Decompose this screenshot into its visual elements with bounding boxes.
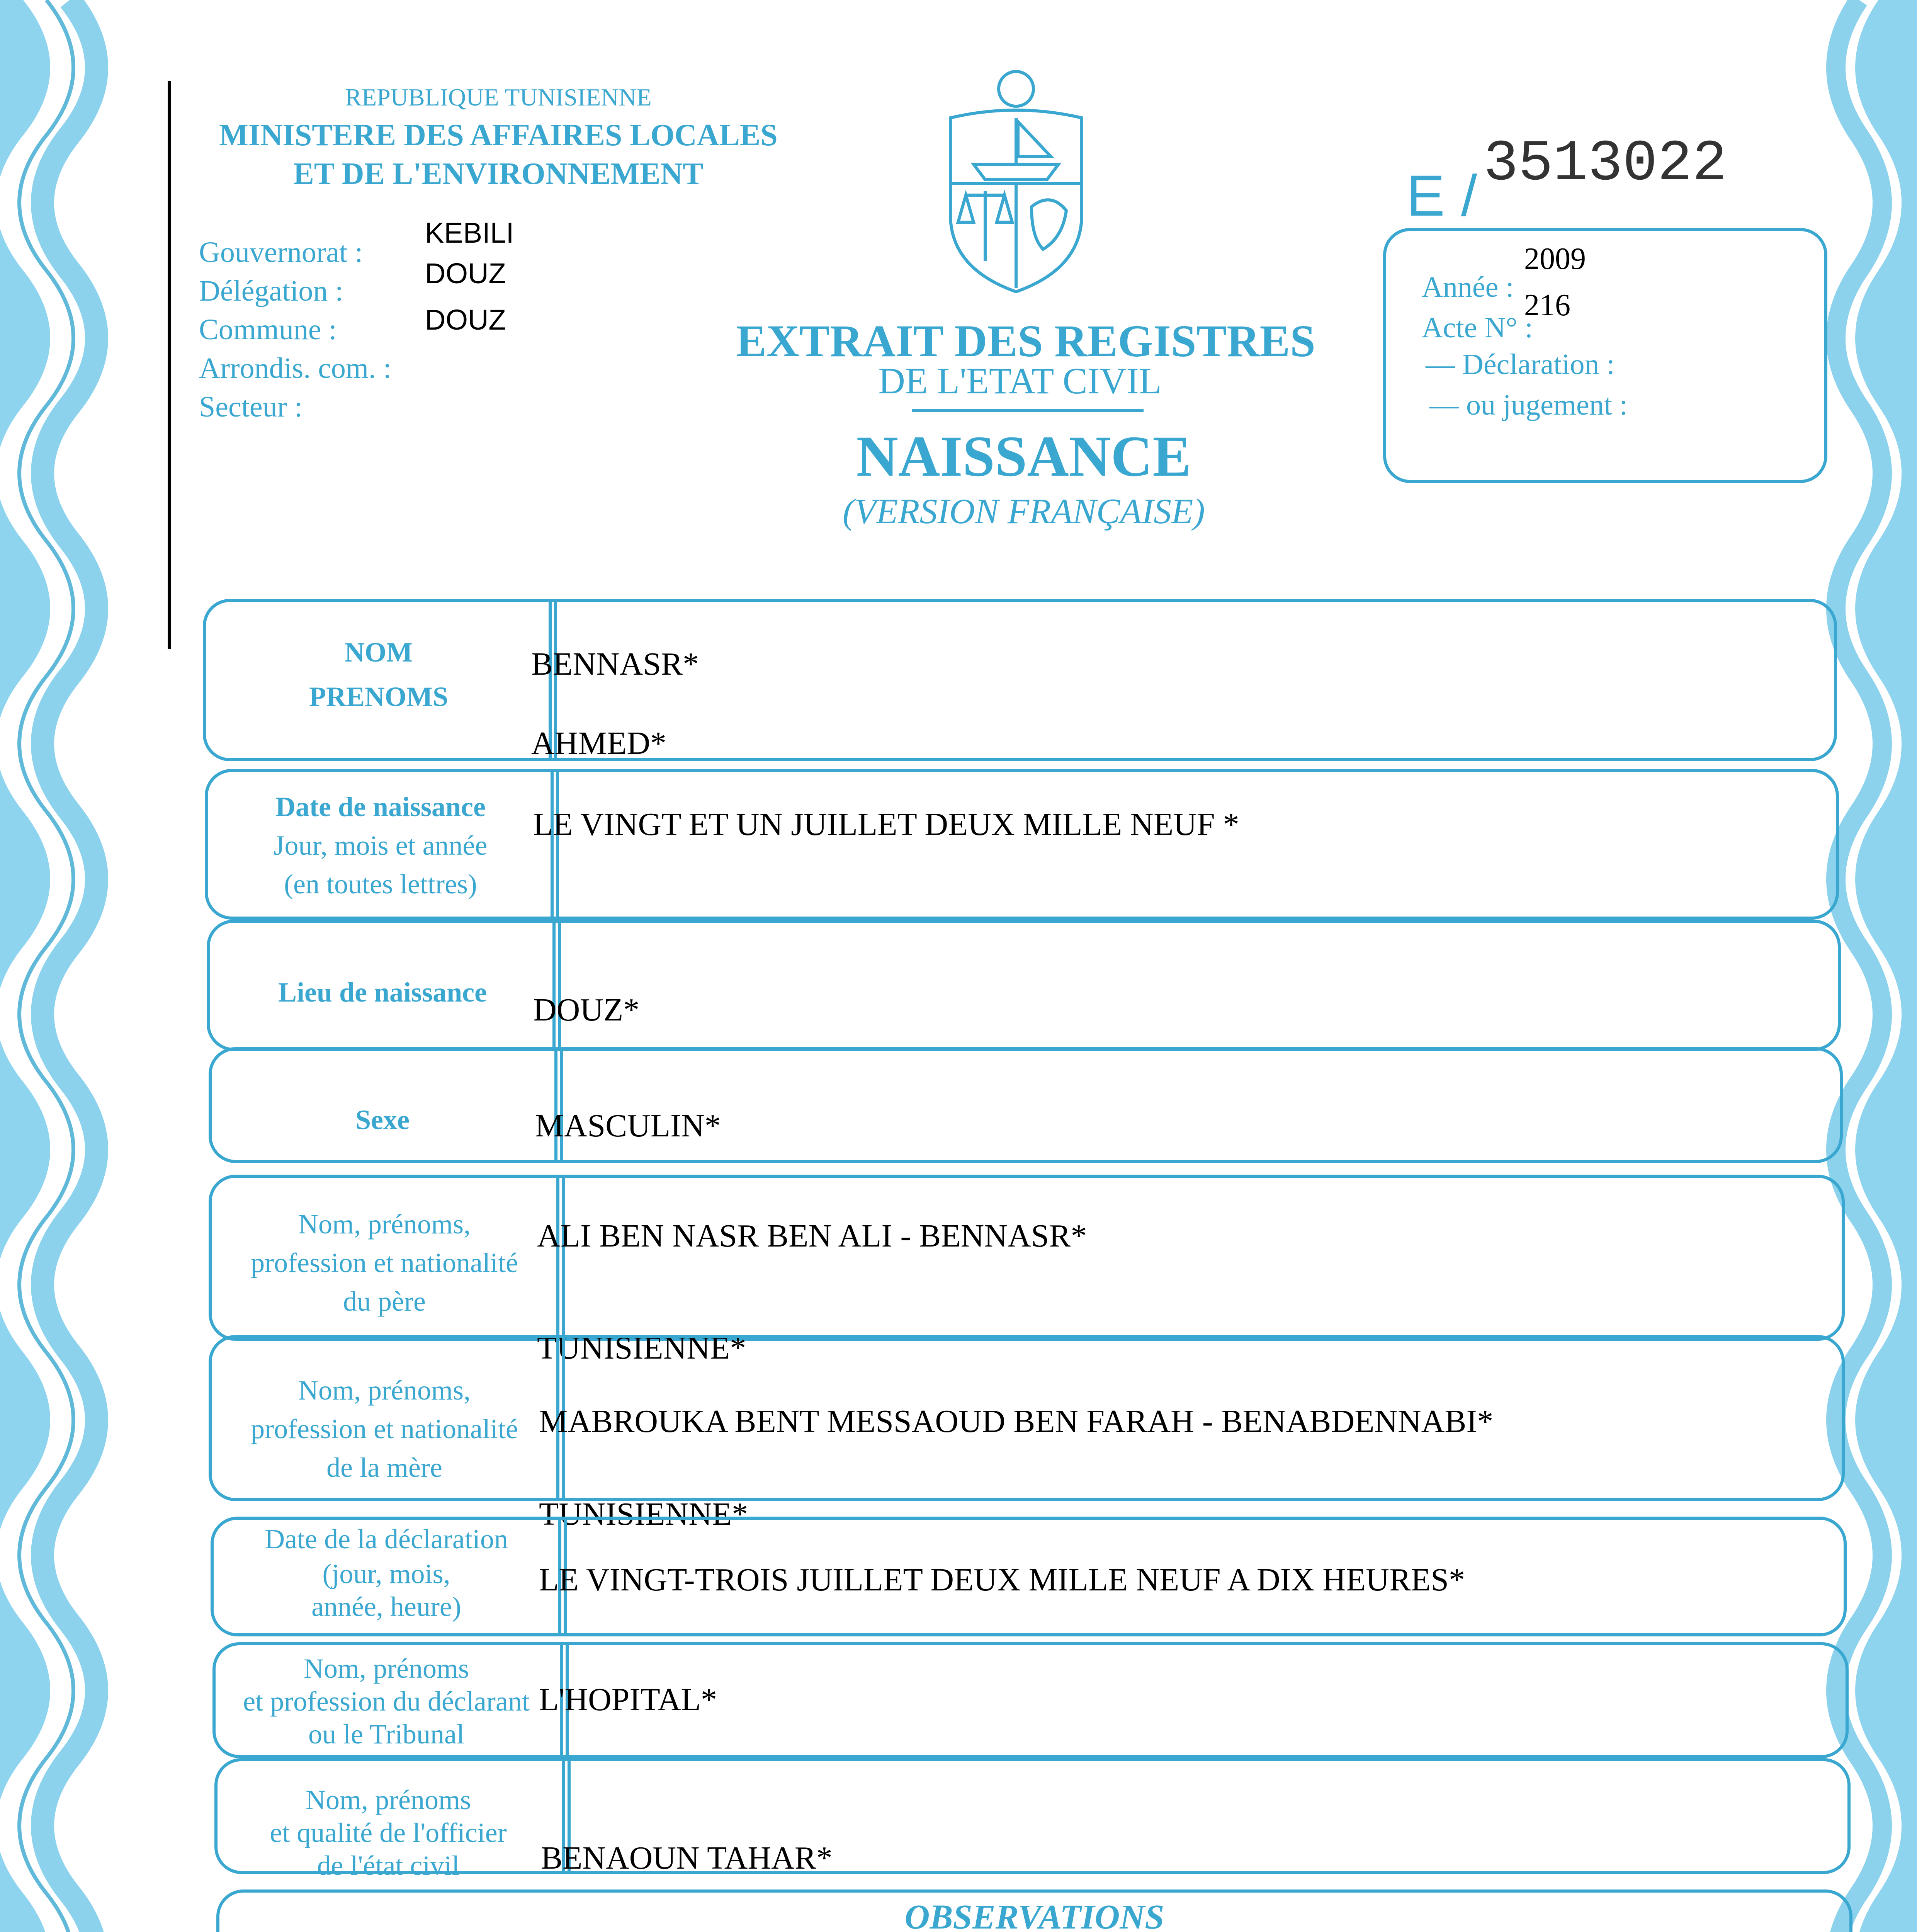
row-divider xyxy=(554,1047,563,1163)
row-divider xyxy=(551,769,559,920)
version-label: (VERSION FRANÇAISE) xyxy=(843,492,1205,531)
commune-value: DOUZ xyxy=(425,304,506,336)
declaration-label: — Déclaration : xyxy=(1426,348,1615,381)
observations-title: OBSERVATIONS xyxy=(904,1898,1164,1932)
mere-nationalite: TUNISIENNE* xyxy=(539,1496,748,1532)
pere-sublabel: profession et nationalité xyxy=(251,1247,518,1278)
document-type: NAISSANCE xyxy=(856,424,1191,488)
officier-sublabel-2: de l'état civil xyxy=(317,1850,460,1881)
delegation-label: Délégation : xyxy=(199,275,343,307)
ministry-line-2: ET DE L'ENVIRONNEMENT xyxy=(293,157,704,191)
delegation-value: DOUZ xyxy=(425,257,506,289)
republic-label: REPUBLIQUE TUNISIENNE xyxy=(345,83,652,111)
declaration-date-sublabel: (jour, mois, xyxy=(322,1558,450,1589)
left-margin-line xyxy=(168,81,171,649)
declarant-label: Nom, prénoms xyxy=(304,1653,469,1684)
date-naissance-sublabel-2: (en toutes lettres) xyxy=(284,869,477,900)
ministry-title xyxy=(185,116,811,193)
serial-number: 3513022 xyxy=(1484,131,1727,197)
declarant-value: L'HOPITAL* xyxy=(539,1682,717,1718)
acte-number-label: Acte N° : xyxy=(1422,311,1533,344)
nom-value: BENNASR* xyxy=(531,646,699,682)
commune-label: Commune : xyxy=(199,313,337,346)
date-naissance-value: LE VINGT ET UN JUILLET DEUX MILLE NEUF * xyxy=(533,806,1239,842)
mere-sublabel-2: de la mère xyxy=(326,1452,442,1483)
date-naissance-label: Date de naissance xyxy=(275,791,486,822)
gouvernorat-value: KEBILI xyxy=(425,217,514,249)
document-title: EXTRAIT DES REGISTRES xyxy=(736,316,1315,366)
acte-number-value: 216 xyxy=(1524,288,1570,322)
pere-label: Nom, prénoms, xyxy=(298,1209,471,1240)
lieu-naissance-value: DOUZ* xyxy=(533,992,640,1028)
secteur-label: Secteur : xyxy=(199,391,303,423)
title-underline xyxy=(912,409,1144,412)
officier-label: Nom, prénoms xyxy=(306,1784,471,1815)
declaration-date-sublabel-2: année, heure) xyxy=(311,1591,461,1622)
row-divider xyxy=(552,920,561,1051)
pere-value: ALI BEN NASR BEN ALI - BENNASR* xyxy=(537,1218,1087,1254)
annee-value: 2009 xyxy=(1524,242,1586,276)
gouvernorat-label: Gouvernorat : xyxy=(199,236,363,269)
prenoms-value: AHMED* xyxy=(531,725,666,761)
declarant-sublabel-2: ou le Tribunal xyxy=(308,1719,465,1750)
nom-label: NOM xyxy=(345,637,413,668)
ministry-line-1: MINISTERE DES AFFAIRES LOCALES xyxy=(219,118,778,152)
mere-label: Nom, prénoms, xyxy=(298,1375,471,1406)
document-subtitle: DE L'ETAT CIVIL xyxy=(878,360,1162,401)
pere-nationalite: TUNISIENNE* xyxy=(537,1330,746,1366)
pere-sublabel-2: du père xyxy=(343,1286,426,1317)
sexe-label: Sexe xyxy=(355,1104,410,1135)
mere-sublabel: profession et nationalité xyxy=(251,1413,518,1444)
left-security-border xyxy=(0,0,127,1932)
declaration-date-label: Date de la déclaration xyxy=(265,1524,508,1554)
tunisia-coat-of-arms-icon xyxy=(935,68,1097,296)
serial-prefix: E / xyxy=(1406,163,1477,228)
declarant-sublabel: et profession du déclarant xyxy=(243,1686,530,1717)
prenoms-label: PRENOMS xyxy=(309,681,448,712)
arrondissement-label: Arrondis. com. : xyxy=(199,352,392,384)
date-naissance-sublabel: Jour, mois et année xyxy=(274,830,488,861)
annee-label: Année : xyxy=(1422,271,1514,303)
jugement-label: — ou jugement : xyxy=(1429,389,1628,421)
row-divider xyxy=(556,1175,565,1341)
mere-value: MABROUKA BENT MESSAOUD BEN FARAH - BENABDENNABI* xyxy=(539,1403,1494,1439)
lieu-naissance-label: Lieu de naissance xyxy=(278,977,487,1008)
officier-value: BENAOUN TAHAR* xyxy=(541,1840,833,1876)
declaration-date-value: LE VINGT-TROIS JUILLET DEUX MILLE NEUF A DIX HEURES* xyxy=(539,1562,1465,1598)
officier-sublabel: et qualité de l'officier xyxy=(270,1817,507,1848)
sexe-value: MASCULIN* xyxy=(535,1108,721,1144)
